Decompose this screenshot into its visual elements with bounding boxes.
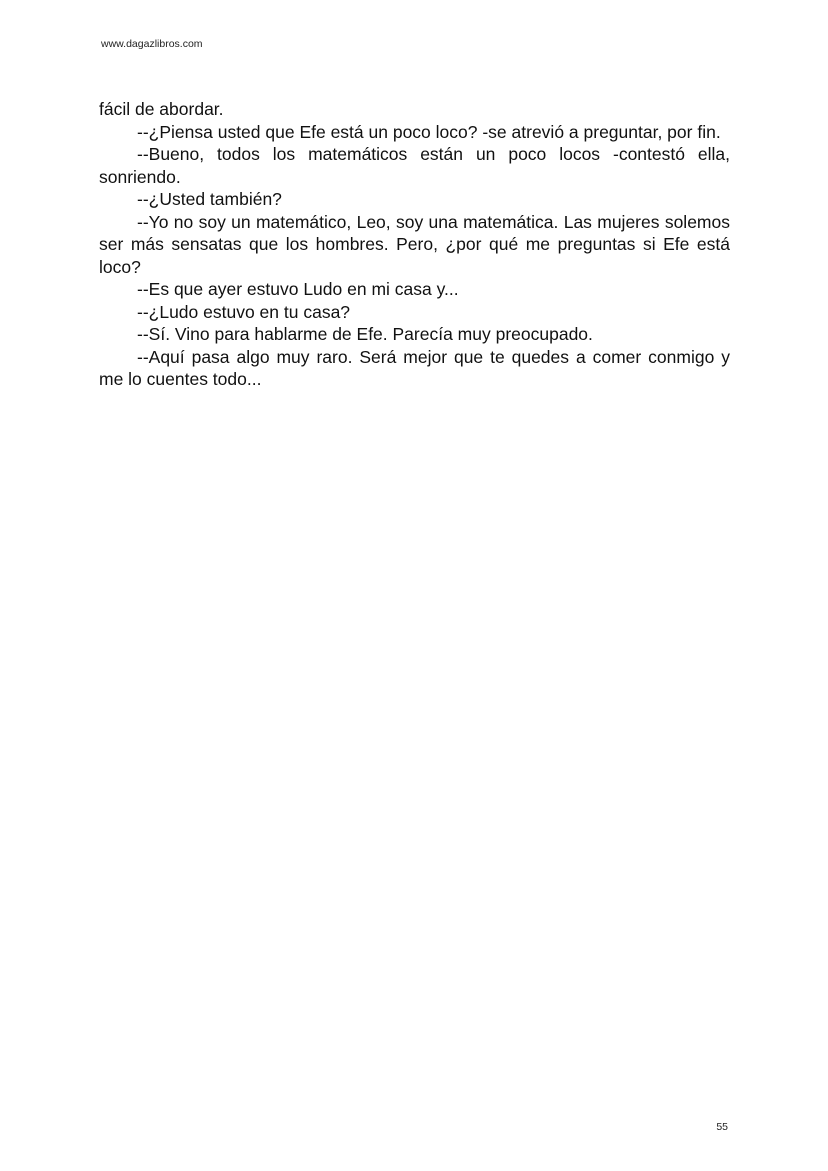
body-text — [99, 98, 730, 391]
paragraph: --Yo no soy un matemático, Leo, soy una matemática. Las mujeres solemos ser más sensatas que los hombres. Pero, ¿por qué me preguntas si Efe está loco? — [99, 211, 730, 277]
paragraph: --¿Usted también? — [137, 189, 282, 209]
paragraph: --¿Piensa usted que Efe está un poco loco? -se atrevió a preguntar, por fin. — [137, 121, 721, 142]
paragraph: --Aquí pasa algo muy raro. Será mejor que te quedes a comer conmigo y me lo cuentes todo... — [99, 346, 730, 389]
page-number: 55 — [716, 1121, 728, 1133]
paragraph: fácil de abordar. — [99, 99, 224, 119]
paragraph: --Bueno, todos los matemáticos están un poco locos -contestó ella, sonriendo. — [99, 144, 730, 187]
paragraph: --Sí. Vino para hablarme de Efe. Parecía muy preocupado. — [137, 324, 593, 344]
paragraph: --Es que ayer estuvo Ludo en mi casa y... — [137, 279, 459, 299]
paragraph: --¿Ludo estuvo en tu casa? — [137, 301, 351, 322]
header-url: www.dagazlibros.com — [101, 38, 203, 50]
